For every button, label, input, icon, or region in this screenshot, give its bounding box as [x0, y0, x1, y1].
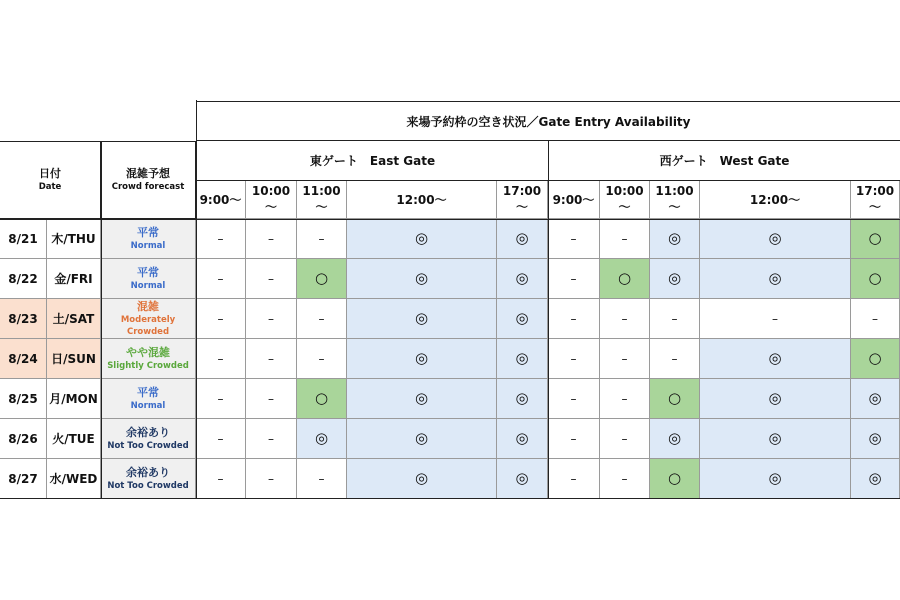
availability-cell: [196, 419, 246, 459]
table-bottom-border: [0, 498, 900, 499]
availability-mark: ○: [667, 469, 682, 487]
unavailable-mark: –: [570, 391, 577, 406]
forecast-en: Normal: [130, 280, 166, 291]
availability-cell: [700, 339, 851, 379]
day-cell: [47, 419, 101, 459]
time-slot-header: [600, 181, 650, 219]
forecast-cell: [101, 259, 196, 299]
availability-mark: ◎: [515, 469, 529, 487]
time-slot-label: 12:00～: [749, 193, 801, 207]
date-cell: [0, 259, 47, 299]
availability-mark: ◎: [515, 349, 529, 367]
date-value: 8/26: [8, 431, 38, 446]
forecast-cell: [101, 459, 196, 499]
date-value: 8/24: [8, 351, 38, 366]
availability-cell: [196, 259, 246, 299]
unavailable-mark: –: [570, 271, 577, 286]
date-cell: [0, 459, 47, 499]
availability-cell: [700, 459, 851, 499]
gate-header: [548, 141, 900, 181]
availability-cell: [246, 259, 297, 299]
availability-cell: [347, 259, 497, 299]
forecast-en: Not Too Crowded: [107, 480, 189, 491]
availability-cell: [347, 299, 497, 339]
time-slot-header: [497, 181, 548, 219]
date-value: 8/22: [8, 271, 38, 286]
unavailable-mark: –: [268, 471, 274, 486]
availability-mark: ◎: [868, 429, 882, 447]
availability-cell: [851, 339, 900, 379]
time-slot-label: 17:00～: [502, 184, 542, 214]
availability-cell: [851, 259, 900, 299]
availability-mark: ○: [314, 269, 329, 287]
availability-cell: [297, 339, 347, 379]
availability-cell: [650, 459, 700, 499]
availability-cell: [650, 419, 700, 459]
availability-cell: [851, 379, 900, 419]
forecast-ja: 余裕あり: [126, 465, 170, 479]
gate-name: 西ゲート West Gate: [659, 154, 790, 168]
day-value: 金/FRI: [54, 272, 93, 286]
availability-mark: ○: [868, 269, 882, 287]
day-value: 土/SAT: [52, 312, 95, 326]
availability-cell: [548, 259, 600, 299]
date-header-ja: 日付: [39, 167, 61, 180]
availability-cell: [700, 419, 851, 459]
availability-mark: ○: [868, 229, 882, 247]
date-value: 8/23: [8, 311, 38, 326]
forecast-ja: 混雑: [137, 299, 159, 313]
availability-cell: [650, 299, 700, 339]
availability-mark: ◎: [768, 469, 782, 487]
time-slot-header: [548, 181, 600, 219]
availability-cell: [497, 379, 548, 419]
availability-cell: [347, 379, 497, 419]
time-slot-header: [196, 181, 246, 219]
availability-cell: [196, 459, 246, 499]
availability-cell: [851, 419, 900, 459]
date-header-en: Date: [38, 182, 62, 192]
time-slot-label: 9:00～: [199, 193, 242, 207]
availability-cell: [851, 459, 900, 499]
forecast-en: Normal: [130, 400, 166, 411]
availability-cell: [548, 299, 600, 339]
availability-mark: ◎: [414, 429, 429, 447]
forecast-en: Normal: [130, 240, 166, 251]
availability-cell: [246, 459, 297, 499]
unavailable-mark: –: [621, 311, 628, 326]
availability-mark: ◎: [515, 229, 529, 247]
day-cell: [47, 339, 101, 379]
availability-mark: ◎: [868, 389, 882, 407]
availability-mark: ◎: [515, 389, 529, 407]
date-header: [0, 141, 101, 219]
availability-mark: ◎: [667, 229, 682, 247]
time-slot-label: 10:00～: [605, 184, 644, 214]
unavailable-mark: –: [772, 311, 778, 326]
availability-cell: [297, 299, 347, 339]
availability-mark: ◎: [768, 349, 782, 367]
unavailable-mark: –: [621, 351, 628, 366]
forecast-cell: [101, 299, 196, 339]
availability-cell: [246, 339, 297, 379]
availability-cell: [548, 219, 600, 259]
availability-mark: ◎: [515, 429, 529, 447]
day-cell: [47, 459, 101, 499]
unavailable-mark: –: [217, 431, 224, 446]
availability-mark: ○: [667, 389, 682, 407]
table-divider-vertical: [196, 100, 197, 499]
availability-cell: [497, 419, 548, 459]
crowd-header-en: Crowd forecast: [111, 182, 185, 192]
forecast-ja: 平常: [137, 385, 159, 399]
day-value: 日/SUN: [51, 352, 96, 366]
unavailable-mark: –: [570, 351, 577, 366]
gate-name: 東ゲート East Gate: [309, 154, 436, 168]
availability-mark: ◎: [515, 269, 529, 287]
availability-cell: [650, 339, 700, 379]
availability-cell: [497, 459, 548, 499]
availability-cell: [497, 299, 548, 339]
unavailable-mark: –: [217, 231, 224, 246]
unavailable-mark: –: [268, 311, 274, 326]
time-slot-header: [700, 181, 851, 219]
date-cell: [0, 379, 47, 419]
availability-cell: [650, 379, 700, 419]
title-text: 来場予約枠の空き状況／Gate Entry Availability: [406, 114, 691, 129]
date-value: 8/27: [8, 471, 38, 486]
date-cell: [0, 419, 47, 459]
availability-cell: [700, 379, 851, 419]
unavailable-mark: –: [570, 231, 577, 246]
unavailable-mark: –: [621, 231, 628, 246]
availability-cell: [196, 339, 246, 379]
forecast-cell: [101, 219, 196, 259]
time-slot-label: 11:00～: [302, 184, 341, 214]
availability-cell: [246, 219, 297, 259]
availability-mark: ◎: [414, 349, 429, 367]
availability-mark: ◎: [868, 469, 882, 487]
unavailable-mark: –: [217, 391, 224, 406]
time-slot-label: 9:00～: [552, 193, 595, 207]
availability-mark: ◎: [667, 269, 682, 287]
availability-mark: ◎: [414, 309, 429, 327]
unavailable-mark: –: [318, 351, 325, 366]
availability-cell: [650, 259, 700, 299]
availability-mark: ◎: [414, 229, 429, 247]
availability-cell: [246, 299, 297, 339]
table-title: [196, 101, 900, 141]
unavailable-mark: –: [318, 471, 325, 486]
unavailable-mark: –: [671, 311, 678, 326]
availability-mark: ◎: [768, 229, 782, 247]
time-slot-header: [347, 181, 497, 219]
availability-cell: [600, 379, 650, 419]
day-cell: [47, 219, 101, 259]
availability-mark: ◎: [768, 269, 782, 287]
availability-cell: [297, 219, 347, 259]
availability-cell: [246, 419, 297, 459]
unavailable-mark: –: [217, 271, 224, 286]
unavailable-mark: –: [318, 231, 325, 246]
unavailable-mark: –: [268, 431, 274, 446]
forecast-cell: [101, 379, 196, 419]
date-cell: [0, 299, 47, 339]
availability-mark: ◎: [768, 429, 782, 447]
forecast-en: Not Too Crowded: [107, 440, 189, 451]
unavailable-mark: –: [570, 471, 577, 486]
day-cell: [47, 259, 101, 299]
time-slot-label: 10:00～: [251, 184, 291, 214]
unavailable-mark: –: [621, 391, 628, 406]
time-slot-header: [297, 181, 347, 219]
unavailable-mark: –: [268, 231, 274, 246]
availability-cell: [851, 299, 900, 339]
availability-mark: ◎: [667, 429, 682, 447]
availability-cell: [297, 459, 347, 499]
availability-mark: ◎: [414, 469, 429, 487]
availability-cell: [548, 339, 600, 379]
date-cell: [0, 219, 47, 259]
gate-header: [196, 141, 548, 181]
crowd-header: [101, 141, 196, 219]
unavailable-mark: –: [671, 351, 678, 366]
forecast-cell: [101, 339, 196, 379]
time-slot-label: 17:00～: [855, 184, 895, 214]
availability-cell: [700, 259, 851, 299]
availability-cell: [548, 379, 600, 419]
availability-cell: [297, 379, 347, 419]
unavailable-mark: –: [268, 351, 274, 366]
availability-cell: [347, 459, 497, 499]
availability-cell: [600, 339, 650, 379]
availability-cell: [600, 419, 650, 459]
crowd-header-ja: 混雑予想: [126, 167, 170, 180]
availability-cell: [600, 219, 650, 259]
availability-cell: [196, 379, 246, 419]
availability-cell: [700, 299, 851, 339]
availability-mark: ◎: [414, 269, 429, 287]
availability-cell: [497, 339, 548, 379]
time-slot-header: [650, 181, 700, 219]
availability-cell: [347, 419, 497, 459]
availability-cell: [497, 219, 548, 259]
availability-mark: ◎: [768, 389, 782, 407]
time-slot-label: 11:00～: [655, 184, 694, 214]
unavailable-mark: –: [268, 391, 274, 406]
availability-cell: [347, 219, 497, 259]
time-slot-label: 12:00～: [396, 193, 447, 207]
date-cell: [0, 339, 47, 379]
availability-mark: ◎: [314, 429, 329, 447]
forecast-ja: やや混雑: [126, 345, 170, 359]
forecast-en: Moderately Crowded: [120, 314, 176, 337]
availability-mark: ◎: [414, 389, 429, 407]
time-slot-header: [851, 181, 900, 219]
day-value: 月/MON: [49, 392, 98, 406]
availability-cell: [196, 299, 246, 339]
gate-divider-vertical: [548, 141, 549, 499]
time-slot-header: [246, 181, 297, 219]
unavailable-mark: –: [318, 311, 325, 326]
availability-cell: [196, 219, 246, 259]
unavailable-mark: –: [268, 271, 274, 286]
unavailable-mark: –: [217, 351, 224, 366]
forecast-divider-vertical: [101, 141, 102, 499]
availability-cell: [548, 419, 600, 459]
unavailable-mark: –: [217, 311, 224, 326]
forecast-en: Slightly Crowded: [107, 360, 189, 371]
day-cell: [47, 379, 101, 419]
availability-cell: [297, 259, 347, 299]
day-cell: [47, 299, 101, 339]
unavailable-mark: –: [621, 431, 628, 446]
unavailable-mark: –: [872, 311, 878, 326]
availability-mark: ○: [314, 389, 329, 407]
day-value: 木/THU: [51, 232, 96, 246]
availability-cell: [246, 379, 297, 419]
availability-mark: ◎: [515, 309, 529, 327]
header-bottom-border: [0, 219, 900, 220]
date-value: 8/25: [8, 391, 38, 406]
day-value: 水/WED: [49, 472, 98, 486]
forecast-cell: [101, 419, 196, 459]
availability-cell: [600, 299, 650, 339]
availability-cell: [650, 219, 700, 259]
unavailable-mark: –: [217, 471, 224, 486]
unavailable-mark: –: [570, 431, 577, 446]
day-value: 火/TUE: [52, 432, 95, 446]
availability-cell: [851, 219, 900, 259]
forecast-ja: 平常: [137, 265, 159, 279]
availability-cell: [600, 459, 650, 499]
availability-cell: [497, 259, 548, 299]
forecast-ja: 余裕あり: [126, 425, 170, 439]
unavailable-mark: –: [621, 471, 628, 486]
availability-cell: [548, 459, 600, 499]
forecast-ja: 平常: [137, 225, 159, 239]
availability-mark: ○: [617, 269, 632, 287]
date-value: 8/21: [8, 231, 38, 246]
availability-mark: ○: [868, 349, 882, 367]
availability-cell: [347, 339, 497, 379]
availability-cell: [700, 219, 851, 259]
availability-cell: [600, 259, 650, 299]
unavailable-mark: –: [570, 311, 577, 326]
availability-cell: [297, 419, 347, 459]
